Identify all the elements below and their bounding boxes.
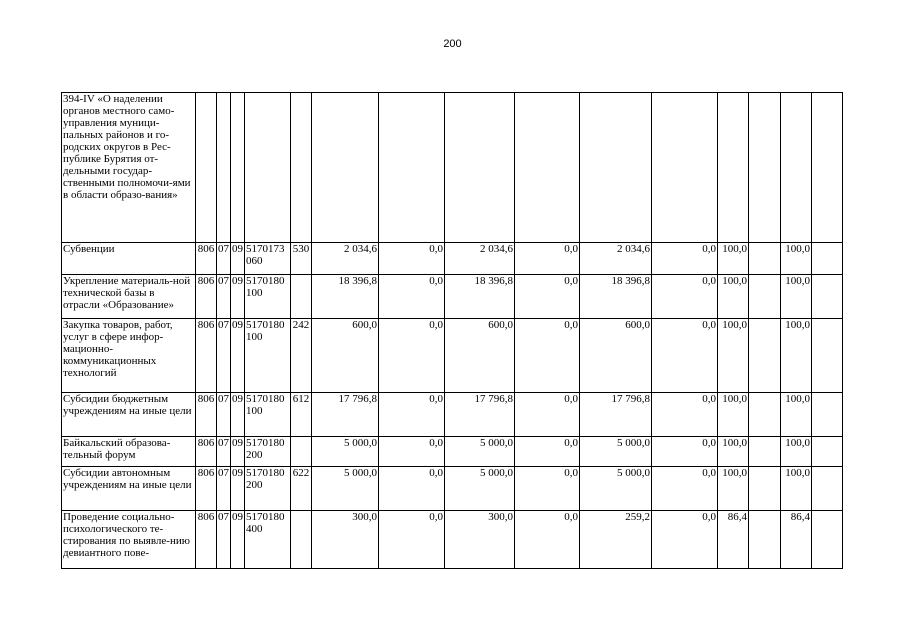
csr-cell: 5170180 200 (245, 467, 291, 511)
grbs-cell (196, 93, 217, 243)
executed-cell (580, 93, 652, 243)
fed-adjusted-cell (515, 93, 580, 243)
adjusted-cell: 17 796,8 (445, 393, 515, 437)
grbs-cell: 806 (196, 275, 217, 319)
fed-executed-cell: 0,0 (652, 243, 718, 275)
fed-plan-cell (379, 93, 445, 243)
fed-percent-cell (749, 437, 781, 467)
executed-cell: 2 034,6 (580, 243, 652, 275)
csr-cell (245, 93, 291, 243)
rz-cell: 07 (217, 437, 231, 467)
csr-cell: 5170180 400 (245, 511, 291, 569)
percent-cell: 100,0 (718, 319, 749, 393)
table-row (62, 93, 843, 243)
fed-plan-cell: 0,0 (379, 243, 445, 275)
percent-adjusted-cell: 100,0 (781, 437, 812, 467)
executed-cell: 5 000,0 (580, 437, 652, 467)
vr-cell (291, 511, 312, 569)
fed-percent-cell (749, 467, 781, 511)
adjusted-cell: 18 396,8 (445, 275, 515, 319)
fed-percent-cell (749, 393, 781, 437)
pr-cell: 09 (231, 437, 245, 467)
pr-cell: 09 (231, 467, 245, 511)
percent-adjusted-cell: 86,4 (781, 511, 812, 569)
empty-cell (812, 243, 843, 275)
vr-cell (291, 93, 312, 243)
plan-cell: 300,0 (312, 511, 379, 569)
row-name: Проведение социально-психологического те-стирования по выявле-нию девиантного пове- (62, 511, 196, 569)
csr-cell: 5170180 100 (245, 393, 291, 437)
fed-percent-cell (749, 243, 781, 275)
table-row (62, 275, 843, 319)
csr-cell: 5170180 100 (245, 275, 291, 319)
adjusted-cell (445, 93, 515, 243)
executed-cell: 17 796,8 (580, 393, 652, 437)
empty-cell (812, 467, 843, 511)
row-name: Укрепление материаль-ной технической базы в отрасли «Образование» (62, 275, 196, 319)
fed-percent-cell (749, 319, 781, 393)
grbs-cell: 806 (196, 319, 217, 393)
table-row (62, 319, 843, 393)
rz-cell (217, 93, 231, 243)
vr-cell (291, 437, 312, 467)
grbs-cell: 806 (196, 393, 217, 437)
empty-cell (812, 393, 843, 437)
fed-executed-cell: 0,0 (652, 393, 718, 437)
percent-adjusted-cell (781, 93, 812, 243)
adjusted-cell: 5 000,0 (445, 437, 515, 467)
plan-cell: 17 796,8 (312, 393, 379, 437)
pr-cell: 09 (231, 511, 245, 569)
budget-table (61, 92, 843, 569)
empty-cell (812, 319, 843, 393)
percent-cell: 100,0 (718, 243, 749, 275)
fed-executed-cell: 0,0 (652, 275, 718, 319)
plan-cell (312, 93, 379, 243)
vr-cell: 242 (291, 319, 312, 393)
plan-cell: 18 396,8 (312, 275, 379, 319)
percent-cell: 100,0 (718, 393, 749, 437)
fed-percent-cell (749, 511, 781, 569)
rz-cell: 07 (217, 511, 231, 569)
pr-cell: 09 (231, 393, 245, 437)
table-row (62, 437, 843, 467)
pr-cell: 09 (231, 275, 245, 319)
percent-cell: 100,0 (718, 467, 749, 511)
pr-cell (231, 93, 245, 243)
executed-cell: 259,2 (580, 511, 652, 569)
adjusted-cell: 5 000,0 (445, 467, 515, 511)
percent-adjusted-cell: 100,0 (781, 319, 812, 393)
vr-cell: 530 (291, 243, 312, 275)
percent-cell: 100,0 (718, 437, 749, 467)
adjusted-cell: 600,0 (445, 319, 515, 393)
fed-executed-cell: 0,0 (652, 467, 718, 511)
fed-percent-cell (749, 275, 781, 319)
executed-cell: 18 396,8 (580, 275, 652, 319)
fed-executed-cell (652, 93, 718, 243)
csr-cell: 5170173 060 (245, 243, 291, 275)
table-row (62, 243, 843, 275)
fed-plan-cell: 0,0 (379, 319, 445, 393)
pr-cell: 09 (231, 243, 245, 275)
fed-adjusted-cell: 0,0 (515, 467, 580, 511)
row-name: Субсидии автономным учреждениям на иные цели (62, 467, 196, 511)
plan-cell: 600,0 (312, 319, 379, 393)
percent-cell (718, 93, 749, 243)
fed-plan-cell: 0,0 (379, 275, 445, 319)
percent-adjusted-cell: 100,0 (781, 467, 812, 511)
fed-executed-cell: 0,0 (652, 437, 718, 467)
grbs-cell: 806 (196, 511, 217, 569)
table-row (62, 467, 843, 511)
grbs-cell: 806 (196, 467, 217, 511)
plan-cell: 5 000,0 (312, 437, 379, 467)
csr-cell: 5170180 100 (245, 319, 291, 393)
empty-cell (812, 275, 843, 319)
row-name: Закупка товаров, работ, услуг в сфере инфор-мационно-коммуникационных технологий (62, 319, 196, 393)
percent-adjusted-cell: 100,0 (781, 275, 812, 319)
empty-cell (812, 93, 843, 243)
row-name: Субвенции (62, 243, 196, 275)
fed-executed-cell: 0,0 (652, 319, 718, 393)
table-row (62, 393, 843, 437)
executed-cell: 5 000,0 (580, 467, 652, 511)
percent-adjusted-cell: 100,0 (781, 243, 812, 275)
page-number: 200 (443, 38, 462, 50)
fed-adjusted-cell: 0,0 (515, 275, 580, 319)
percent-cell: 86,4 (718, 511, 749, 569)
fed-plan-cell: 0,0 (379, 393, 445, 437)
fed-adjusted-cell: 0,0 (515, 319, 580, 393)
adjusted-cell: 300,0 (445, 511, 515, 569)
percent-cell: 100,0 (718, 275, 749, 319)
csr-cell: 5170180 200 (245, 437, 291, 467)
rz-cell: 07 (217, 319, 231, 393)
empty-cell (812, 511, 843, 569)
table-body (62, 93, 843, 569)
percent-adjusted-cell: 100,0 (781, 393, 812, 437)
fed-executed-cell: 0,0 (652, 511, 718, 569)
plan-cell: 2 034,6 (312, 243, 379, 275)
fed-percent-cell (749, 93, 781, 243)
empty-cell (812, 437, 843, 467)
fed-adjusted-cell: 0,0 (515, 393, 580, 437)
fed-adjusted-cell: 0,0 (515, 437, 580, 467)
executed-cell: 600,0 (580, 319, 652, 393)
row-name: 394-IV «О наделении органов местного само-управления муници-пальных районов и го-родских округов в Рес-публике Бурятия от-дельными государ-ственными полномочи-ями в области образо-вания» (62, 93, 196, 243)
fed-plan-cell: 0,0 (379, 467, 445, 511)
grbs-cell: 806 (196, 243, 217, 275)
vr-cell: 622 (291, 467, 312, 511)
rz-cell: 07 (217, 275, 231, 319)
fed-plan-cell: 0,0 (379, 437, 445, 467)
vr-cell: 612 (291, 393, 312, 437)
rz-cell: 07 (217, 467, 231, 511)
grbs-cell: 806 (196, 437, 217, 467)
fed-plan-cell: 0,0 (379, 511, 445, 569)
rz-cell: 07 (217, 393, 231, 437)
row-name: Байкальский образова-тельный форум (62, 437, 196, 467)
vr-cell (291, 275, 312, 319)
pr-cell: 09 (231, 319, 245, 393)
fed-adjusted-cell: 0,0 (515, 243, 580, 275)
fed-adjusted-cell: 0,0 (515, 511, 580, 569)
row-name: Субсидии бюджетным учреждениям на иные цели (62, 393, 196, 437)
rz-cell: 07 (217, 243, 231, 275)
plan-cell: 5 000,0 (312, 467, 379, 511)
table-row (62, 511, 843, 569)
adjusted-cell: 2 034,6 (445, 243, 515, 275)
